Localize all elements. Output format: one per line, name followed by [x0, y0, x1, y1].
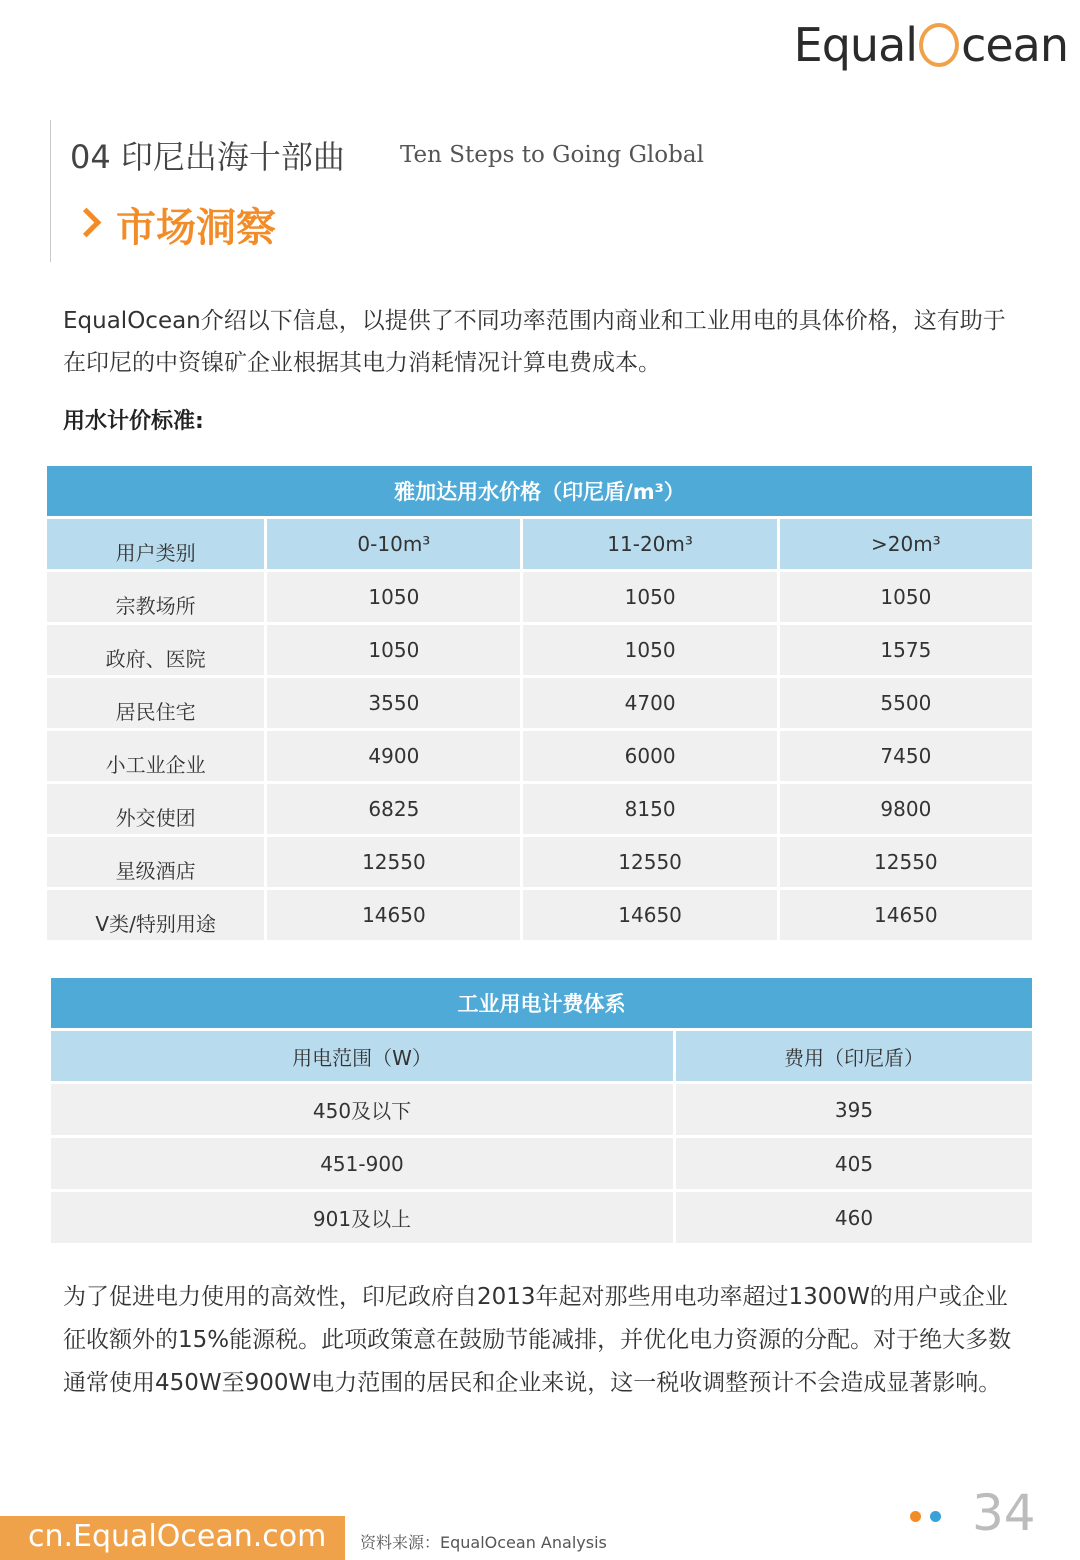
table-cell: 1050	[267, 572, 520, 622]
closing-paragraph: 为了促进电力使用的高效性，印尼政府自2013年起对那些用电功率超过1300W的用户或企业征收额外的15%能源税。此项政策意在鼓励节能减排，并优化电力资源的分配。对于绝大多数通常使用450W至900W电力范围的居民和企业来说，这一税收调整预计不会造成显著影响。	[63, 1284, 1012, 1396]
column-header: 费用（印尼盾）	[676, 1031, 1032, 1081]
table-cell: 14650	[780, 890, 1032, 940]
table-cell: 3550	[267, 678, 520, 728]
table-cell: 1575	[780, 625, 1032, 675]
table-cell: 12550	[523, 837, 776, 887]
section-title-en: Ten Steps to Going Global	[400, 142, 704, 168]
table-row	[51, 1084, 1032, 1135]
table-cell: 12550	[267, 837, 520, 887]
page-subtitle: 市场洞察	[116, 205, 276, 251]
table-cell: 6825	[267, 784, 520, 834]
table-cell: 395	[676, 1084, 1032, 1135]
section-divider	[50, 120, 51, 262]
orange-dot-icon	[910, 1511, 921, 1522]
column-header: >20m³	[780, 519, 1032, 569]
chevron-right-icon	[72, 208, 102, 238]
water-table-header-row	[47, 519, 1032, 569]
table-cell: 405	[676, 1138, 1032, 1189]
table-row	[51, 1138, 1032, 1189]
table-cell: 6000	[523, 731, 776, 781]
table-cell: 4900	[267, 731, 520, 781]
source-note: 资料来源：EqualOcean Analysis	[360, 1533, 607, 1552]
table-cell: V类/特别用途	[47, 890, 264, 940]
table-cell: 8150	[523, 784, 776, 834]
table-row	[47, 784, 1032, 834]
table-cell: 1050	[523, 572, 776, 622]
table-cell: 星级酒店	[47, 837, 264, 887]
footer-url[interactable]: cn.EqualOcean.com	[28, 1519, 327, 1554]
column-header: 0-10m³	[267, 519, 520, 569]
column-header: 11-20m³	[523, 519, 776, 569]
table-row	[47, 572, 1032, 622]
table-cell: 1050	[267, 625, 520, 675]
column-header: 用电范围（W）	[51, 1031, 673, 1081]
table-cell: 宗教场所	[47, 572, 264, 622]
table-cell: 901及以上	[51, 1192, 673, 1243]
power-table-header-row	[51, 1031, 1032, 1081]
table-cell: 460	[676, 1192, 1032, 1243]
table-row	[51, 1192, 1032, 1243]
table-row	[47, 625, 1032, 675]
blue-dot-icon	[930, 1511, 941, 1522]
table-cell: 1050	[780, 572, 1032, 622]
water-table-title: 雅加达用水价格（印尼盾/m³）	[47, 466, 1032, 516]
water-pricing-label: 用水计价标准:	[63, 409, 204, 434]
table-cell: 9800	[780, 784, 1032, 834]
table-cell: 450及以下	[51, 1084, 673, 1135]
table-cell: 7450	[780, 731, 1032, 781]
water-price-table	[44, 463, 1035, 943]
column-header: 用户类别	[47, 519, 264, 569]
power-tariff-table	[48, 975, 1035, 1246]
page-number: 34	[972, 1484, 1036, 1542]
table-row	[47, 837, 1032, 887]
table-cell: 4700	[523, 678, 776, 728]
table-cell: 居民住宅	[47, 678, 264, 728]
equalocean-logo: Equal cean	[793, 18, 1068, 72]
table-cell: 14650	[267, 890, 520, 940]
table-cell: 451-900	[51, 1138, 673, 1189]
table-cell: 小工业企业	[47, 731, 264, 781]
table-cell: 14650	[523, 890, 776, 940]
table-cell: 政府、医院	[47, 625, 264, 675]
table-row	[47, 731, 1032, 781]
table-cell: 5500	[780, 678, 1032, 728]
table-cell: 外交使团	[47, 784, 264, 834]
table-row	[47, 678, 1032, 728]
intro-paragraph: EqualOcean介绍以下信息，以提供了不同功率范围内商业和工业用电的具体价格，这有助于在印尼的中资镍矿企业根据其电力消耗情况计算电费成本。	[63, 308, 1006, 376]
table-row	[47, 890, 1032, 940]
table-cell: 12550	[780, 837, 1032, 887]
power-table-title: 工业用电计费体系	[51, 978, 1032, 1028]
table-cell: 1050	[523, 625, 776, 675]
logo-o-ring	[919, 23, 959, 67]
section-title: 04 印尼出海十部曲	[70, 138, 345, 176]
